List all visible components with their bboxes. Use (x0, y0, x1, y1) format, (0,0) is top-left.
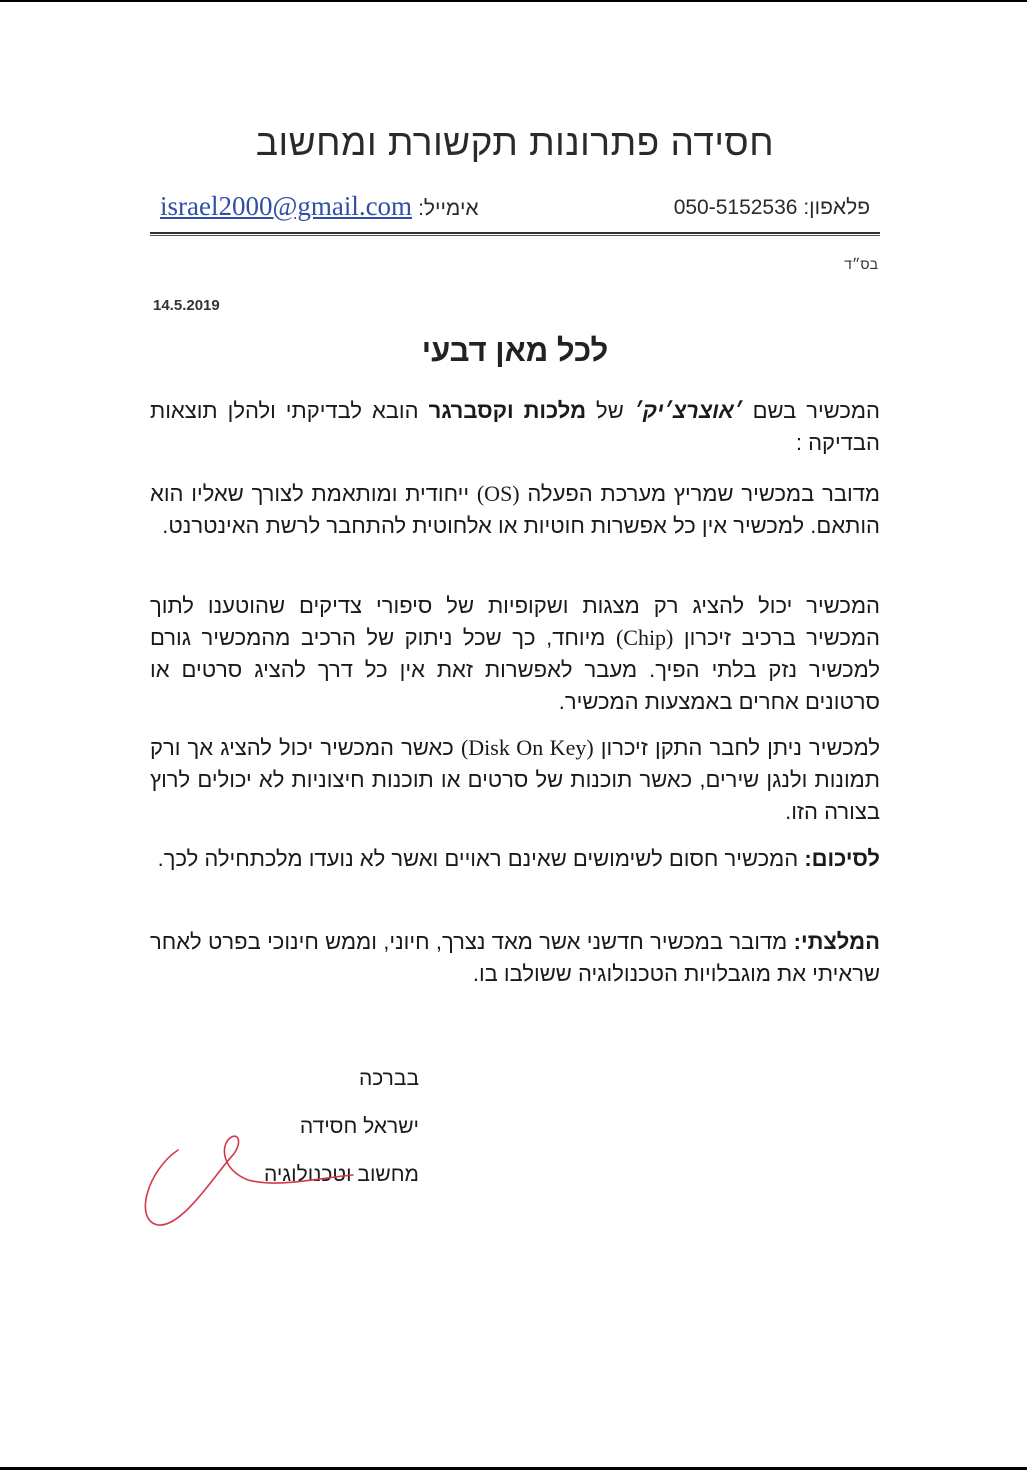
phone-number: 050-5152536 (673, 196, 798, 219)
letter-date: 14.5.2019 (153, 297, 220, 314)
phone-line (674, 196, 870, 220)
paragraph-disk-on-key (150, 732, 880, 828)
signer-title: מחשוב וטכנולוגיה (263, 1163, 419, 1186)
device-name: ׳אוצרצ׳יק׳ (633, 398, 743, 423)
text-run: של (586, 398, 634, 423)
company-name: חסידה פתרונות תקשורת ומחשוב (255, 122, 775, 163)
text-run: כאשר המכשיר יכול להציג אך ורק תמונות ולנגן שירים, כאשר תוכנות של סרטים או תוכנות חיצוניות לא יכולים לרוץ בצורה הזו. (150, 735, 880, 824)
paragraph-os (150, 478, 880, 542)
term-chip: (Chip) (615, 625, 674, 650)
paragraph-intro (150, 395, 880, 459)
closing-salutation: בברכה (358, 1067, 419, 1090)
header-mark: בס״ד (844, 256, 878, 272)
term-disk-on-key: (Disk On Key) (460, 735, 594, 760)
signer-name: ישראל חסידה (299, 1115, 419, 1138)
email-link[interactable]: israel2000@gmail.com (160, 191, 413, 221)
paragraph-recommendation (150, 926, 880, 990)
paragraph-chip (150, 590, 880, 718)
paragraph-summary (150, 843, 880, 875)
text-run: למכשיר ניתן לחבר התקן זיכרון (593, 735, 880, 760)
page-bottom-edge (0, 1467, 1027, 1470)
email-line (160, 191, 479, 222)
text-run: מדובר במכשיר שמריץ מערכת הפעלה (519, 481, 881, 506)
text-run: מדובר במכשיר חדשני אשר מאד נצרך, חיוני, וממש חינוכי בפרט לאחר שראיתי את מוגבלויות הטכנולוגיה ששולבו בו. (150, 929, 880, 986)
text-run: מיוחד, כך שכל ניתוק של הרכיב מהמכשיר גורם למכשיר נזק בלתי הפיך. מעבר לאפשרות זאת אין כל דרך להציג סרטים או סרטונים אחרים באמצעות המכשיר. (150, 625, 880, 714)
letter-greeting: לכל מאן דבעי (421, 333, 609, 368)
text-run: המכשיר בשם (742, 398, 880, 423)
text-run: הובא לבדיקתי ולהלן תוצאות הבדיקה : (150, 398, 880, 455)
recommendation-label: המלצתי: (793, 929, 880, 954)
text-run: המכשיר חסום לשימושים שאינם ראויים ואשר לא נועדו מלכתחילה לכך. (157, 846, 805, 871)
summary-label: לסיכום: (804, 846, 880, 871)
letterhead-divider (150, 232, 880, 236)
email-label: אימייל: (418, 197, 479, 220)
maker-name: מלכות וקסברגר (428, 398, 587, 423)
text-run: ייחודית ומותאמת לצורך שאליו הוא הותאם. למכשיר אין כל אפשרות חוטיות או אלחוטית להתחבר לרשת האינטרנט. (150, 481, 880, 538)
phone-label: פלאפון: (803, 196, 870, 219)
text-run: המכשיר יכול להציג רק מצגות ושקופיות של סיפורי צדיקים שהוטענו לתוך המכשיר ברכיב זיכרון (150, 593, 880, 650)
page-top-edge (0, 0, 1027, 2)
handwritten-signature-icon (138, 1130, 358, 1230)
term-os: (OS) (476, 481, 520, 506)
